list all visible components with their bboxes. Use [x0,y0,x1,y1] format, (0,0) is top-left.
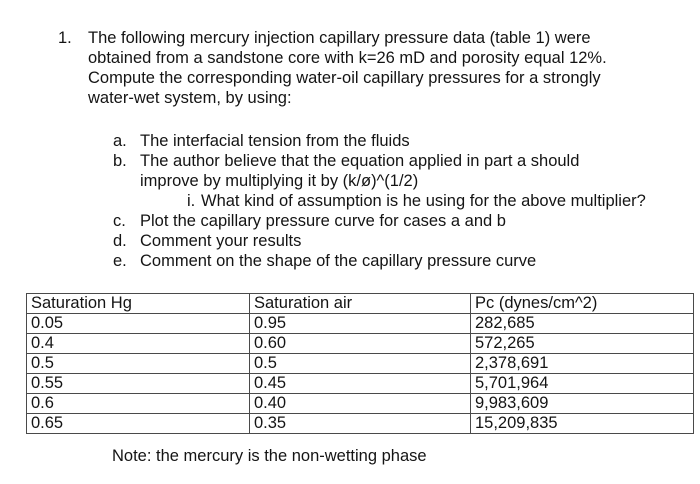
cell-saturation-air: 0.40 [250,394,471,414]
capillary-pressure-table [26,293,694,434]
part-letter: b. [113,152,127,170]
question-line: obtained from a sandstone core with k=26 mD and porosity equal 12%. [88,49,607,67]
cell-saturation-air: 0.5 [250,354,471,374]
header-pc: Pc (dynes/cm^2) [471,294,694,314]
header-saturation-air: Saturation air [250,294,471,314]
cell-saturation-hg: 0.5 [27,354,250,374]
cell-pc: 2,378,691 [471,354,694,374]
question-text [88,28,688,108]
table-row [27,314,694,334]
cell-saturation-air: 0.35 [250,414,471,434]
cell-saturation-air: 0.60 [250,334,471,354]
part-text: Plot the capillary pressure curve for cases a and b [140,212,506,230]
cell-pc: 282,685 [471,314,694,334]
cell-saturation-air: 0.45 [250,374,471,394]
table-header-row [27,294,694,314]
part-letter: d. [113,232,127,250]
part-text: The author believe that the equation applied in part a should [140,152,580,170]
question-line: Compute the corresponding water-oil capillary pressures for a strongly [88,69,601,87]
part-b-i [113,191,693,211]
question-line: water-wet system, by using: [88,89,292,107]
cell-saturation-hg: 0.65 [27,414,250,434]
part-text: What kind of assumption is he using for the above multiplier? [201,192,646,210]
table-row [27,414,694,434]
question-number: 1. [58,29,72,47]
cell-saturation-hg: 0.6 [27,394,250,414]
part-a [113,131,693,151]
question-line: The following mercury injection capillary pressure data (table 1) were [88,29,591,47]
cell-pc: 572,265 [471,334,694,354]
cell-pc: 9,983,609 [471,394,694,414]
part-e [113,251,693,271]
table-row [27,394,694,414]
part-text: Comment your results [140,232,302,250]
cell-pc: 5,701,964 [471,374,694,394]
cell-saturation-hg: 0.4 [27,334,250,354]
part-letter: c. [113,212,126,230]
cell-saturation-air: 0.95 [250,314,471,334]
table-note: Note: the mercury is the non-wetting phase [112,447,427,465]
part-d [113,231,693,251]
part-letter: a. [113,132,127,150]
sub-questions-list [113,131,693,271]
cell-saturation-hg: 0.55 [27,374,250,394]
table-row [27,354,694,374]
table-row [27,374,694,394]
part-b [113,151,693,171]
part-b-continuation: improve by multiplying it by (k/ø)^(1/2) [140,172,419,190]
table-row [27,334,694,354]
part-letter: e. [113,252,127,270]
part-c [113,211,693,231]
part-text: The interfacial tension from the fluids [140,132,410,150]
cell-pc: 15,209,835 [471,414,694,434]
part-text: Comment on the shape of the capillary pressure curve [140,252,537,270]
part-roman-numeral: i. [187,192,196,210]
header-saturation-hg: Saturation Hg [27,294,250,314]
cell-saturation-hg: 0.05 [27,314,250,334]
